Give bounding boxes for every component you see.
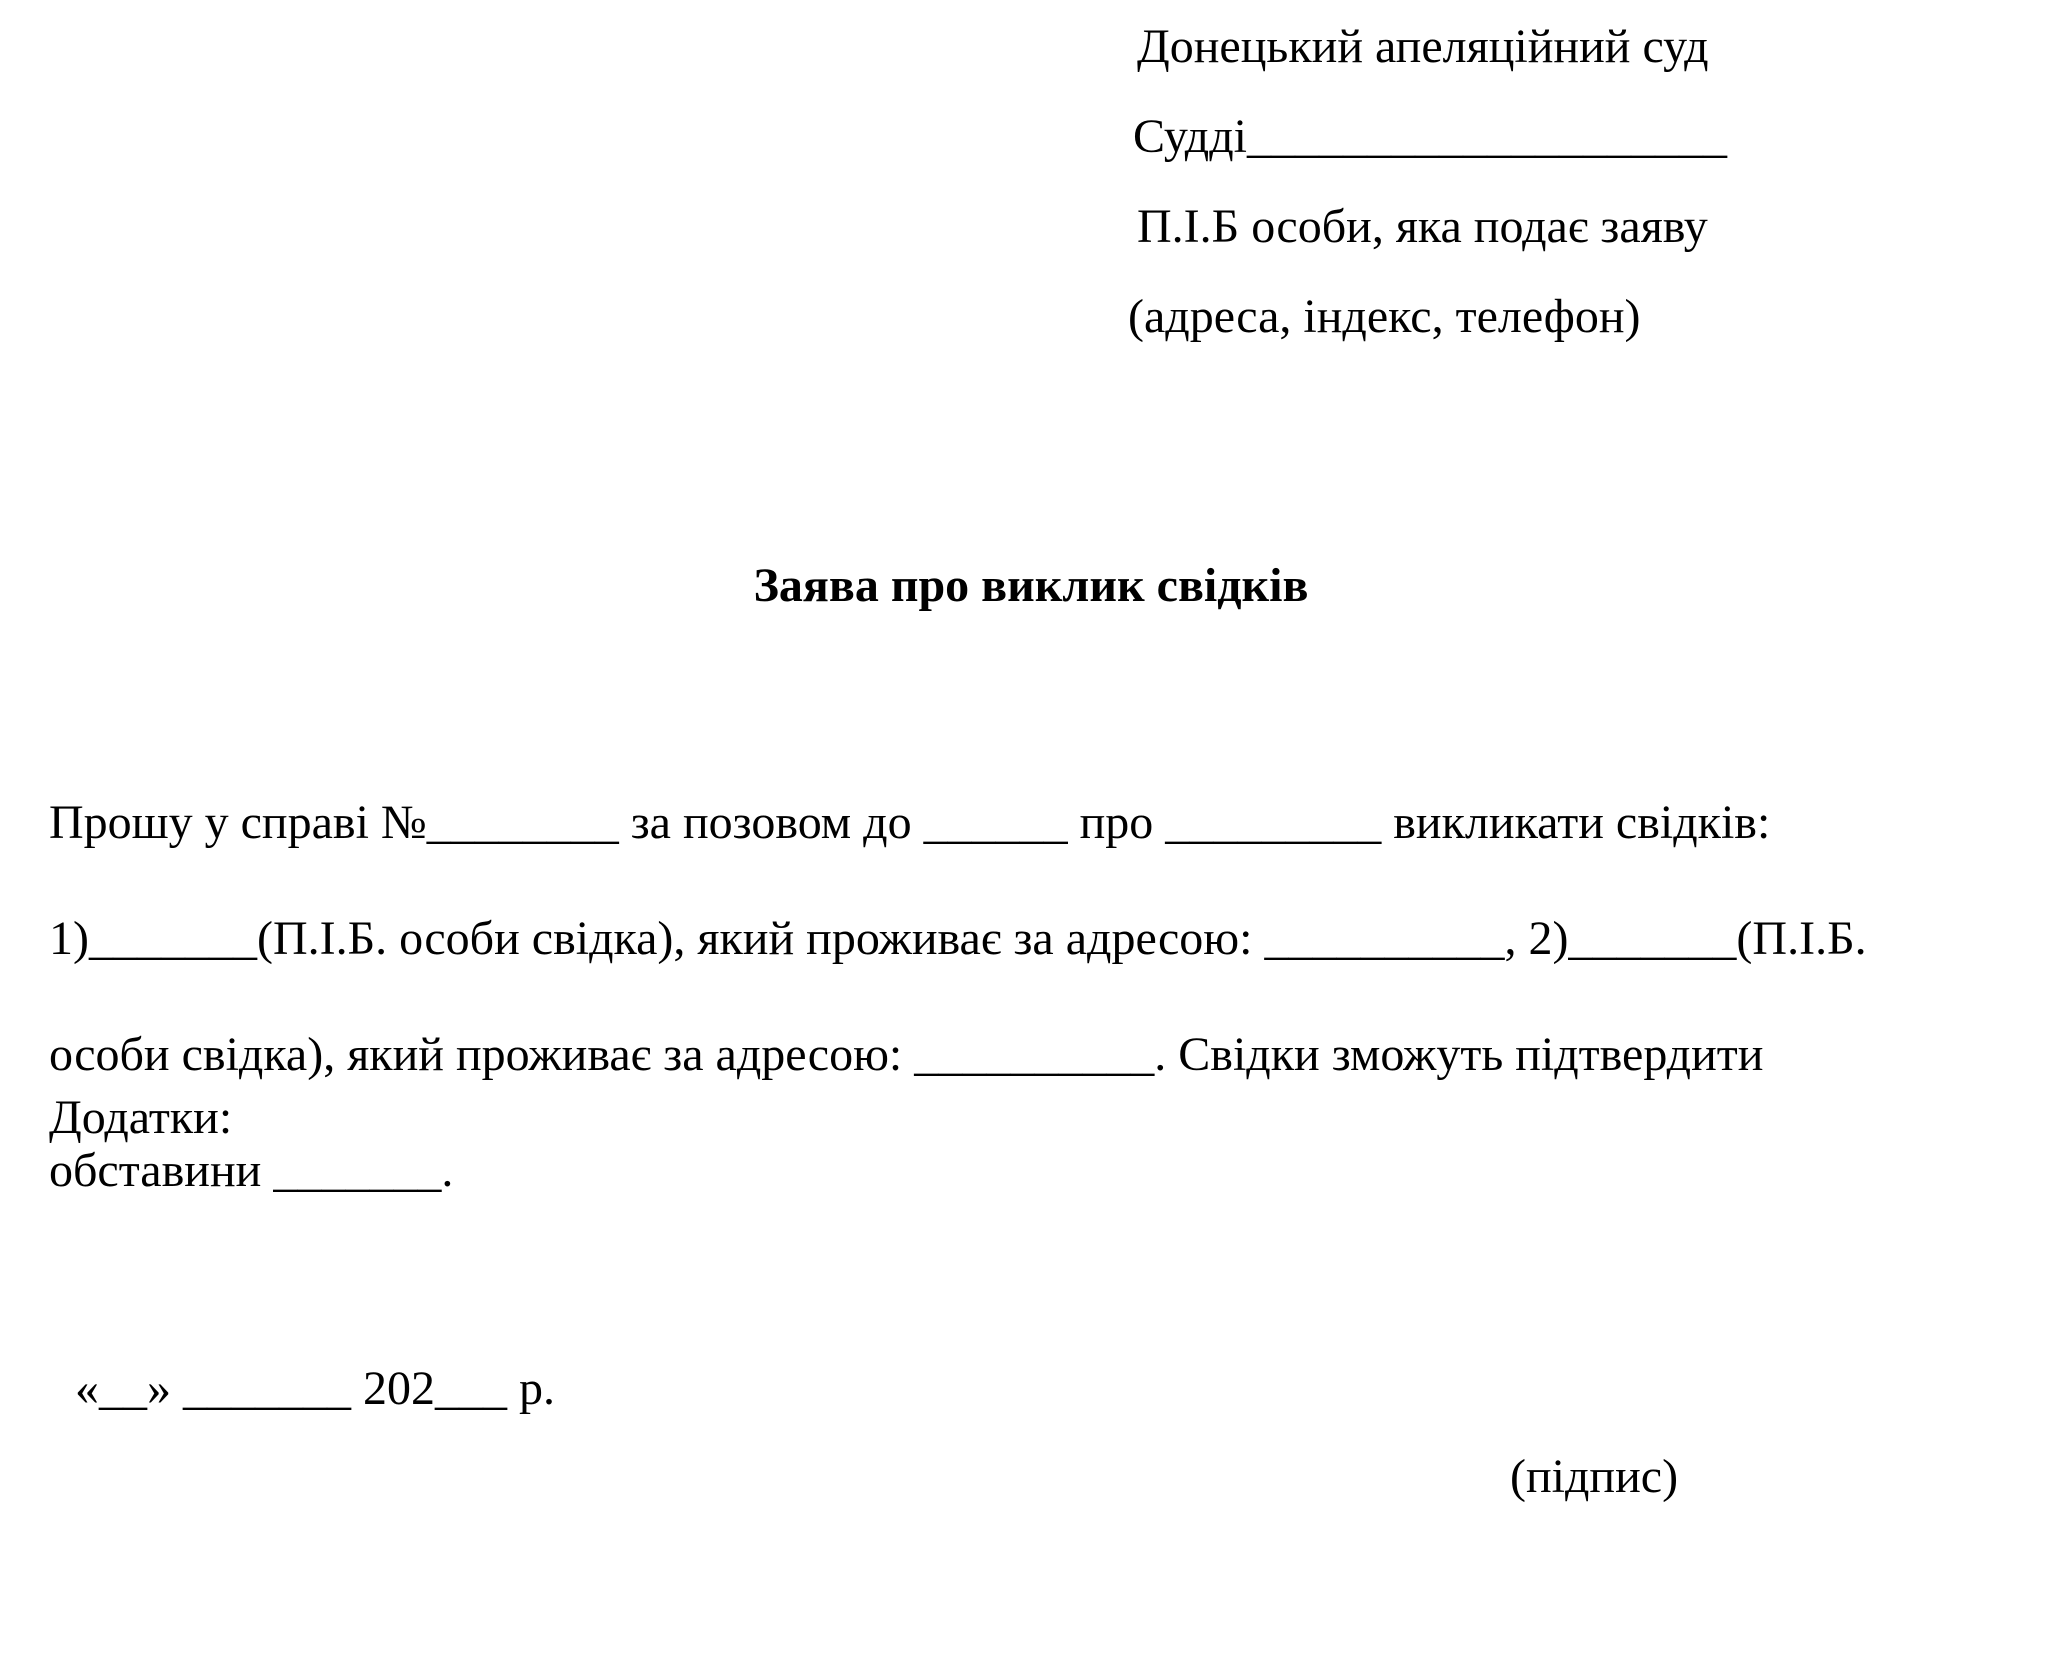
applicant-name-field: П.І.Б особи, яка подає заяву <box>1137 200 1708 253</box>
body-line: особи свідка), який проживає за адресою: __________. Свідки зможуть підтвердити <box>49 1028 1764 1081</box>
date-line: «__» _______ 202___ р. <box>75 1362 555 1415</box>
body-line: Прошу у справі №________ за позовом до ______ про _________ викликати свідків: <box>49 796 1771 849</box>
applicant-contacts-field: (адреса, індекс, телефон) <box>1128 290 1641 343</box>
signature-label: (підпис) <box>1510 1450 1679 1503</box>
attachments-label: Додатки: <box>49 1091 233 1144</box>
request-paragraph <box>49 736 2009 1258</box>
document-title: Заява про виклик свідків <box>753 559 1309 612</box>
body-line: 1)_______(П.І.Б. особи свідка), який проживає за адресою: __________, 2)_______(П.І.Б. <box>49 912 1867 965</box>
body-line: обставини _______. <box>49 1144 454 1197</box>
court-name: Донецький апеляційний суд <box>1137 20 1709 73</box>
judge-field: Судді____________________ <box>1133 110 1727 163</box>
